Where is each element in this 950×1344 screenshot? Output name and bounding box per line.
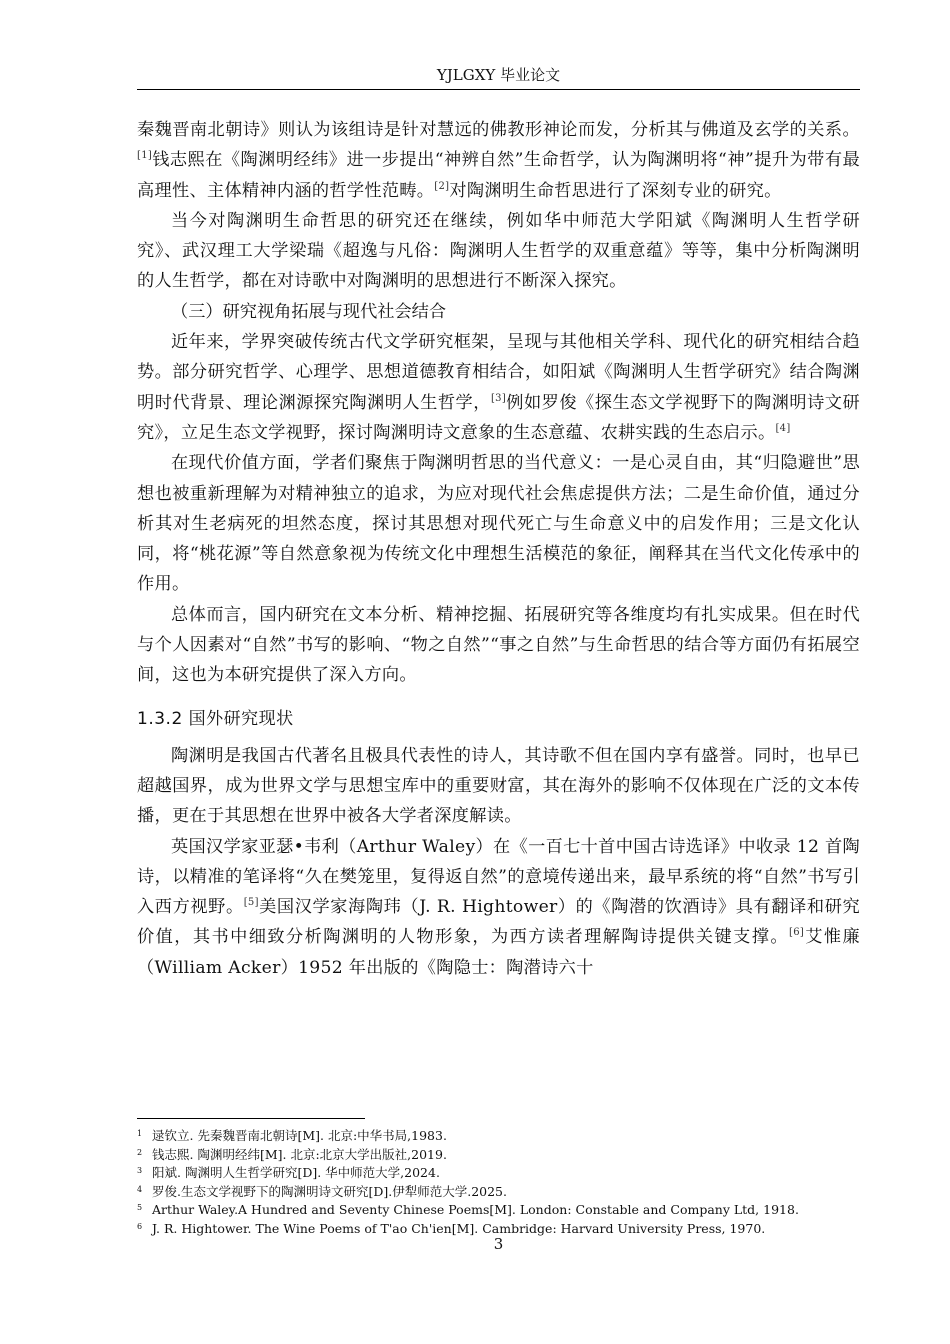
- paragraph-4-part-b: 例如罗俊《探生态文学视野下的陶渊明诗文研究》，立足生态文学视野，探讨陶渊明诗文意象的生态意蕴、农耕实践的生态启示。: [137, 392, 860, 443]
- footnote-text: 逯钦立. 先秦魏晋南北朝诗[M]. 北京:中华书局,1983.: [152, 1128, 447, 1143]
- paragraph-7: 陶渊明是我国古代著名且极具代表性的诗人，其诗歌不但在国内享有盛誉。同时，也早已超越国界，成为世界文学与思想宝库中的重要财富，其在海外的影响不仅体现在广泛的文本传播，更在于其思想在世界中被各大学者深度解读。: [137, 745, 860, 827]
- paragraph-8-part-a: 英国汉学家亚瑟•韦利（Arthur Waley）在《一百七十首中国古诗选译》中收录 12 首陶诗，以精准的笔译将“久在樊笼里，复得返自然”的意境传递出来，最早系统的将“自然”书写引入西方视野。: [137, 836, 860, 918]
- footnote: 4 罗俊.生态文学视野下的陶渊明诗文研究[D].伊犁师范大学.2025.: [137, 1183, 507, 1199]
- header-rule: [137, 89, 860, 90]
- citation-6: [6]: [789, 927, 805, 939]
- footnote-text: Arthur Waley.A Hundred and Seventy Chinese Poems[M]. London: Constable and Company Ltd, 1918.: [152, 1202, 799, 1217]
- body-text: [137, 115, 860, 983]
- paragraph-5: 在现代价值方面，学者们聚焦于陶渊明哲思的当代意义：一是心灵自由，其“归隐避世”思想也被重新理解为对精神独立的追求，为应对现代社会焦虑提供方法；二是生命价值，通过分析其对生老病死的坦然态度，探讨其思想对现代死亡与生命意义中的启发作用；三是文化认同，将“桃花源”等自然意象视为传统文化中理想生活模范的象征，阐释其在当代文化传承中的作用。: [137, 453, 860, 595]
- footnote-text: 罗俊.生态文学视野下的陶渊明诗文研究[D].伊犁师范大学.2025.: [152, 1183, 507, 1199]
- footnote-rule: [137, 1118, 365, 1119]
- paragraph-4-part-a: 近年来，学界突破传统古代文学研究框架，呈现与其他相关学科、现代化的研究相结合趋势。部分研究哲学、心理学、思想道德教育相结合，如阳斌《陶渊明人生哲学研究》结合陶渊明时代背景、理论渊源探究陶渊明人生哲学，: [137, 332, 860, 413]
- citation-4: [4]: [775, 422, 791, 434]
- paragraph-1-part-c: 对陶渊明生命哲思进行了深刻专业的研究。: [449, 180, 782, 201]
- paragraph-8: [137, 832, 860, 983]
- paragraph-1: [137, 115, 860, 206]
- footnote: 2 钱志熙. 陶渊明经纬[M]. 北京:北京大学出版社,2019.: [137, 1146, 447, 1162]
- citation-1: [1]: [137, 150, 153, 162]
- footnote-text: J. R. Hightower. The Wine Poems of T'ao Ch'ien[M]. Cambridge: Harvard University Press, 1970.: [152, 1220, 766, 1236]
- footnote: 5 Arthur Waley.A Hundred and Seventy Chinese Poems[M]. London: Constable and Company Ltd, 1918.: [137, 1202, 799, 1217]
- footnote: 3 阳斌. 陶渊明人生哲学研究[D]. 华中师范大学,2024.: [137, 1165, 440, 1180]
- paragraph-1-part-a: 秦魏晋南北朝诗》则认为该组诗是针对慧远的佛教形神论而发，分析其与佛道及玄学的关系。: [137, 120, 860, 140]
- paragraph-8-part-b: 美国汉学家海陶玮（J. R. Hightower）的《陶潜的饮酒诗》具有翻译和研究价值，其书中细致分析陶渊明的人物形象，为西方读者理解陶诗提供关键支撑。: [137, 897, 860, 948]
- paragraph-2: 当今对陶渊明生命哲思的研究还在继续，例如华中师范大学阳斌《陶渊明人生哲学研究》、武汉理工大学梁瑞《超逸与凡俗：陶渊明人生哲学的双重意蕴》等等，集中分析陶渊明的人生哲学，都在对诗歌中对陶渊明的思想进行不断深入探究。: [137, 210, 860, 292]
- footnote-text: 钱志熙. 陶渊明经纬[M]. 北京:北京大学出版社,2019.: [152, 1146, 447, 1162]
- page-header: YJLGXY 毕业论文: [436, 66, 561, 84]
- citation-5: [5]: [243, 897, 259, 909]
- page-number: 3: [493, 1235, 504, 1253]
- section-heading: 1.3.2 国外研究现状: [137, 708, 294, 729]
- paragraph-1-part-b: 钱志熙在《陶渊明经纬》进一步提出“神辨自然”生命哲学，认为陶渊明将“神”提升为带有最高理性、主体精神内涵的哲学性范畴。: [137, 150, 860, 201]
- paragraph-4: [137, 327, 860, 448]
- footnote-text: 阳斌. 陶渊明人生哲学研究[D]. 华中师范大学,2024.: [152, 1165, 440, 1180]
- footnote: 6 J. R. Hightower. The Wine Poems of T'ao Ch'ien[M]. Cambridge: Harvard University Press, 1970.: [137, 1220, 766, 1236]
- subheading-3: （三）研究视角拓展与现代社会结合: [171, 301, 447, 322]
- citation-3: [3]: [490, 392, 507, 404]
- paragraph-6: 总体而言，国内研究在文本分析、精神挖掘、拓展研究等各维度均有扎实成果。但在时代与个人因素对“自然”书写的影响、“物之自然”“事之自然”与生命哲思的结合等方面仍有拓展空间，这也为本研究提供了深入方向。: [137, 604, 860, 686]
- footnotes: [137, 1127, 860, 1238]
- citation-2: [2]: [434, 180, 450, 192]
- footnote: 1 逯钦立. 先秦魏晋南北朝诗[M]. 北京:中华书局,1983.: [137, 1128, 447, 1143]
- paragraph-8-part-c: 艾惟廉（William Acker）1952 年出版的《陶隐士：陶潜诗六十: [137, 927, 860, 978]
